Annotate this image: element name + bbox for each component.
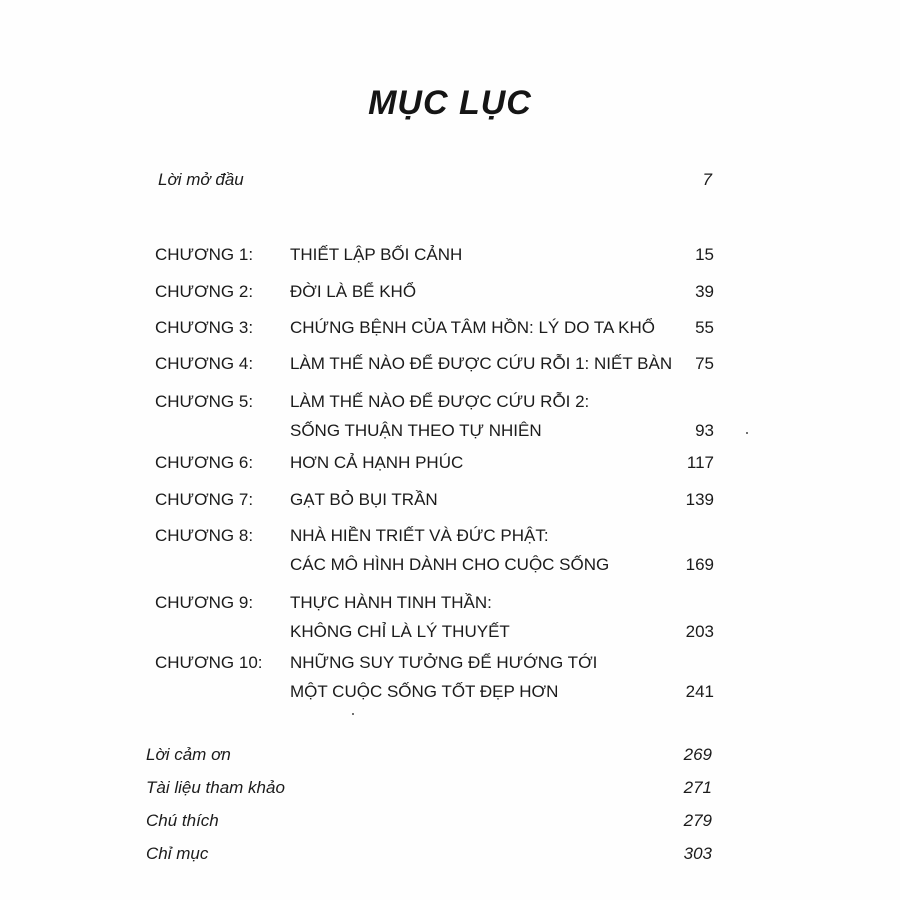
- chapter-title-line: THIẾT LẬP BỐI CẢNH: [290, 245, 463, 264]
- chapter-title-line: LÀM THẾ NÀO ĐỂ ĐƯỢC CỨU RỖI 2:: [290, 392, 590, 411]
- chapter-page-number: 241: [685, 682, 714, 701]
- chapter-page-number: 169: [685, 555, 714, 574]
- back-matter-page-number: 279: [683, 811, 712, 830]
- chapter-title: [290, 349, 672, 378]
- print-speck: [746, 432, 748, 434]
- chapter-title-line: NHỮNG SUY TƯỞNG ĐỂ HƯỚNG TỚI: [290, 653, 598, 672]
- chapter-label: CHƯƠNG 7:: [155, 490, 254, 509]
- chapter-title: [290, 277, 416, 306]
- back-matter-label: Chú thích: [146, 811, 219, 830]
- chapter-page-number: 139: [685, 490, 714, 509]
- chapter-label: CHƯƠNG 8:: [155, 526, 254, 545]
- chapter-label: CHƯƠNG 9:: [155, 593, 254, 612]
- chapter-title: [290, 448, 463, 477]
- back-matter-page-number: 269: [683, 745, 712, 764]
- intro-page-number: 7: [702, 170, 712, 189]
- chapter-title: [290, 313, 655, 342]
- chapter-title-line: HƠN CẢ HẠNH PHÚC: [290, 453, 464, 472]
- chapter-label: CHƯƠNG 10:: [155, 653, 263, 672]
- chapter-title-line: LÀM THẾ NÀO ĐỂ ĐƯỢC CỨU RỖI 1: NIẾT BÀN: [290, 354, 673, 373]
- chapter-title: [290, 521, 609, 579]
- chapter-label: CHƯƠNG 6:: [155, 453, 254, 472]
- chapter-title-line: CHỨNG BỆNH CỦA TÂM HỒN: LÝ DO TA KHỔ: [290, 318, 655, 337]
- chapter-page-number: 203: [685, 622, 714, 641]
- chapter-label: CHƯƠNG 5:: [155, 392, 254, 411]
- page-title: MỤC LỤC: [368, 84, 532, 122]
- chapter-page-number: 39: [695, 282, 714, 301]
- print-speck: [352, 713, 354, 715]
- back-matter-label: Lời cảm ơn: [146, 745, 231, 764]
- chapter-title-line: THỰC HÀNH TINH THẦN:: [290, 593, 492, 612]
- chapter-page-number: 93: [695, 421, 714, 440]
- chapter-title: [290, 588, 510, 646]
- back-matter-label: Chỉ mục: [146, 844, 209, 863]
- chapter-page-number: 75: [695, 354, 714, 373]
- back-matter-page-number: 271: [683, 778, 712, 797]
- chapter-title-line: KHÔNG CHỈ LÀ LÝ THUYẾT: [290, 622, 510, 641]
- chapter-page-number: 55: [695, 318, 714, 337]
- intro-label: Lời mở đầu: [158, 170, 244, 189]
- chapter-page-number: 117: [686, 453, 714, 472]
- back-matter-label: Tài liệu tham khảo: [146, 778, 285, 797]
- chapter-title: [290, 648, 597, 706]
- back-matter-page-number: 303: [683, 844, 712, 863]
- chapter-label: CHƯƠNG 1:: [155, 245, 254, 264]
- chapter-label: CHƯƠNG 2:: [155, 282, 254, 301]
- chapter-page-number: 15: [695, 245, 714, 264]
- chapter-title: [290, 240, 462, 269]
- chapter-title-line: SỐNG THUẬN THEO TỰ NHIÊN: [290, 421, 542, 440]
- chapter-title-line: CÁC MÔ HÌNH DÀNH CHO CUỘC SỐNG: [290, 555, 610, 574]
- chapter-title-line: GẠT BỎ BỤI TRẦN: [290, 490, 438, 509]
- chapter-title: [290, 485, 438, 514]
- chapter-title-line: ĐỜI LÀ BỂ KHỔ: [290, 282, 417, 301]
- chapter-label: CHƯƠNG 3:: [155, 318, 254, 337]
- chapter-title-line: NHÀ HIỀN TRIẾT VÀ ĐỨC PHẬT:: [290, 526, 549, 545]
- chapter-title-line: MỘT CUỘC SỐNG TỐT ĐẸP HƠN: [290, 682, 559, 701]
- chapter-label: CHƯƠNG 4:: [155, 354, 254, 373]
- chapter-title: [290, 387, 589, 445]
